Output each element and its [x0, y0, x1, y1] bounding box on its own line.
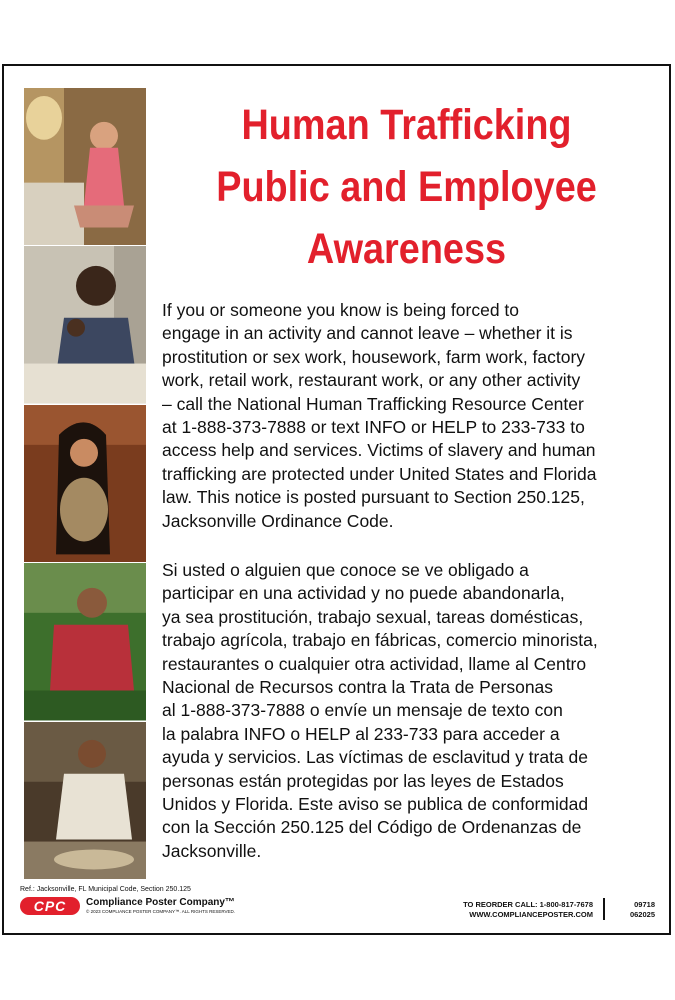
photo-man-working-kitchen	[24, 722, 146, 880]
title-line-1: Human Trafficking	[241, 101, 572, 149]
copyright-notice: © 2023 COMPLIANCE POSTER COMPANY™. ALL RIGHTS RESERVED.	[86, 909, 236, 914]
spanish-line: la palabra INFO o HELP al 233-733 para acceder a	[162, 723, 560, 744]
spanish-line: ya sea prostitución, trabajo sexual, tareas domésticas,	[162, 606, 584, 627]
spanish-line: Si usted o alguien que conoce se ve obligado a	[162, 560, 529, 580]
spanish-line: al 1-888-373-7888 o envíe un mensaje de texto con	[162, 700, 563, 721]
spanish-line: ayuda y servicios. Las víctimas de esclavitud y trata de	[162, 747, 589, 768]
title-line-2: Public and Employee	[216, 163, 597, 211]
poster	[2, 64, 671, 935]
reorder-phone: TO REORDER CALL: 1-800-817-7678	[463, 900, 593, 909]
poster-codes	[630, 900, 655, 920]
photo-boy-in-field	[24, 563, 146, 721]
reference-note: Ref.: Jacksonville, FL Municipal Code, Section 250.125	[20, 886, 191, 893]
english-line: at 1-888-373-7888 or text INFO or HELP to 233-733 to	[162, 417, 585, 438]
spanish-line: personas están protegidas por las leyes de Estados	[162, 770, 564, 791]
reorder-info	[463, 900, 593, 920]
company-name: Compliance Poster Company™	[86, 897, 235, 908]
english-line: engage in an activity and cannot leave – whether it is	[162, 323, 573, 344]
photo-strip	[24, 88, 146, 880]
company-brand	[20, 897, 235, 915]
spanish-line: restaurantes o cualquier otra actividad, llame al Centro	[162, 653, 587, 674]
english-line: – call the National Human Trafficking Resource Center	[162, 393, 584, 414]
english-line: If you or someone you know is being forced to	[162, 300, 520, 320]
poster-code-2: 062025	[629, 910, 655, 919]
spanish-notice	[162, 559, 662, 863]
english-line: trafficking are protected under United States and Florida	[162, 463, 597, 484]
poster-title	[184, 94, 628, 280]
english-line: work, retail work, restaurant work, or any other activity	[162, 370, 581, 391]
spanish-line: participar en una actividad y no puede abandonarla,	[162, 583, 565, 604]
english-notice	[162, 299, 662, 533]
poster-code-1: 09718	[634, 900, 655, 909]
english-line: access help and services. Victims of slavery and human	[162, 440, 596, 461]
spanish-line: Jacksonville.	[162, 840, 262, 861]
english-line: prostitution or sex work, housework, farm work, factory	[162, 346, 586, 367]
cpc-logo: CPC	[20, 897, 80, 915]
spanish-line: Nacional de Recursos contra la Trata de Personas	[162, 677, 554, 698]
english-line: law. This notice is posted pursuant to Section 250.125,	[162, 487, 585, 508]
company-text	[86, 897, 235, 915]
photo-woman-thinking	[24, 246, 146, 404]
footer-divider	[603, 898, 605, 920]
photo-woman-seated-bedroom	[24, 88, 146, 246]
spanish-line: Unidos y Florida. Este aviso se publica de conformidad	[162, 794, 589, 815]
english-line: Jacksonville Ordinance Code.	[162, 510, 394, 531]
title-line-3: Awareness	[306, 225, 507, 273]
spanish-line: trabajo agrícola, trabajo en fábricas, comercio minorista,	[162, 630, 598, 651]
photo-girl-hugging-knees	[24, 405, 146, 563]
spanish-line: con la Sección 250.125 del Código de Ordenanzas de	[162, 817, 582, 838]
reorder-website: WWW.COMPLIANCEPOSTER.COM	[469, 910, 593, 919]
